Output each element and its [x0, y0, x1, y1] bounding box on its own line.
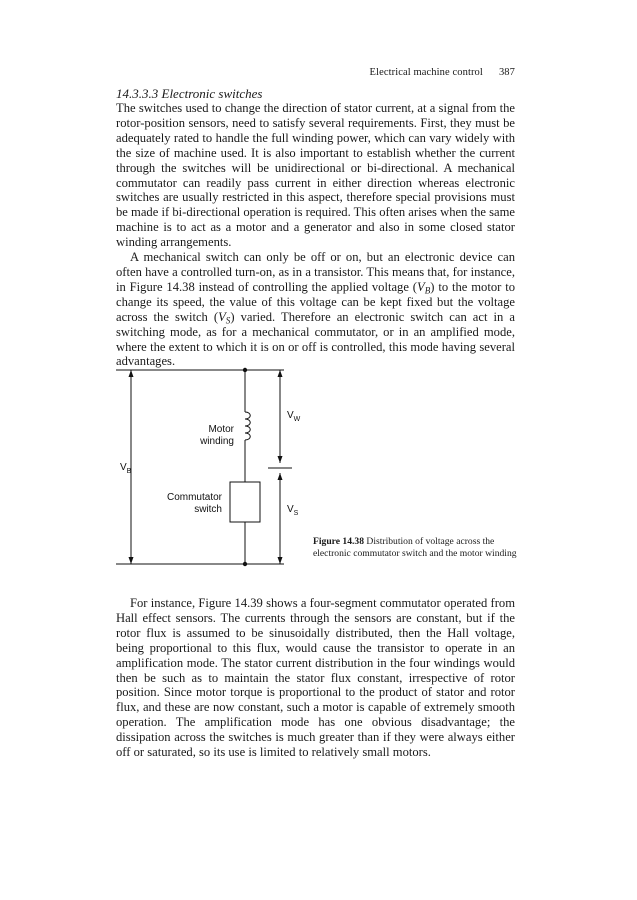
figure-caption-text: Distribution of voltage across the electronic commutator switch and the motor winding — [313, 536, 517, 559]
figure-caption — [313, 536, 523, 559]
bottom-junction-dot — [243, 562, 247, 566]
vb-arrow-head-top — [129, 370, 134, 377]
vb-arrow-head-bottom — [129, 557, 134, 564]
paragraph-text-part: ) to the motor to change its speed, the value of this voltage can be kept fixed but the voltage across the switch ( — [116, 279, 515, 324]
symbol-vs: $V_S$ — [218, 309, 231, 325]
label-commutator: Commutator — [166, 492, 222, 503]
label-winding: winding — [200, 436, 234, 447]
text-block-after-figure — [116, 596, 515, 760]
figure-caption-label: Figure 14.38 — [313, 536, 364, 547]
running-header — [370, 67, 515, 78]
text-block-before-figure — [116, 101, 515, 369]
vw-arrow-head-bottom — [278, 456, 283, 463]
paragraph-controlled-turn-on — [116, 250, 515, 369]
vs-arrow-head-bottom — [278, 557, 283, 564]
vw-arrow-head-top — [278, 370, 283, 377]
label-switch: switch — [194, 504, 222, 515]
commutator-switch-box — [230, 482, 260, 522]
paragraph-text-part: A mechanical switch can only be off or on, but an electronic device can often have a controlled turn-on, as in a transistor. This means that, for instance, in Figure 14.38 instead of controlling the applied voltage ( — [116, 250, 515, 294]
symbol-vb: $V_B$ — [417, 279, 431, 296]
circuit-diagram — [108, 360, 308, 580]
top-junction-dot — [243, 368, 247, 372]
label-vw: $V_W$ — [287, 410, 301, 423]
paragraph-text-part: ) varied. Therefore an electronic switch can act in a switching mode, as for a mechanical commutator, or in an amplified mode, where the extent to which it is on or off is controlled, this mode having several advantages. — [116, 309, 515, 369]
label-vs: $V_S$ — [287, 504, 299, 517]
section-heading: 14.3.3.3 Electronic switches — [116, 86, 263, 101]
paragraph-hall-effect: For instance, Figure 14.39 shows a four-segment commutator operated from Hall effect sensors. The currents through the sensors are constant, but if the rotor flux is assumed to be sinusoidally distributed, then the Hall voltage, being proportional to this flux, would cause the transistor to operate in an amplification mode. The stator current distribution in the four windings would then be such as to maintain the stator flux constant, irrespective of rotor position. Since motor torque is proportional to the product of stator and rotor flux, and these are now constant, such a motor is capable of extremely smooth operation. The amplification mode has one obvious disadvantage; the dissipation across the switches is much greater than if they were always either off or saturated, so its use is limited to relatively small motors. — [116, 596, 515, 760]
page-number: 387 — [498, 67, 515, 78]
label-motor: Motor — [208, 424, 234, 435]
running-title: Electrical machine control — [369, 67, 483, 78]
paragraph-switch-requirements: The switches used to change the direction of stator current, at a signal from the rotor-position sensors, need to satisfy several requirements. First, they must be adequately rated to handle the full winding power, which can vary widely with the size of machine used. It is also important to establish whether the current through the switches will be unidirectional or bi-directional. A mechanical commutator can readily pass current in either direction whereas electronic switches are usually restricted in this aspect, therefore special provisions must be made if bi-directional operation is required. This often arises when the same machine is to act as a motor and a generator and also in some closed stator winding arrangements. — [116, 101, 515, 250]
motor-winding-coil — [245, 412, 250, 440]
vs-arrow-head-top — [278, 473, 283, 480]
label-vb: $V_B$ — [120, 462, 132, 475]
